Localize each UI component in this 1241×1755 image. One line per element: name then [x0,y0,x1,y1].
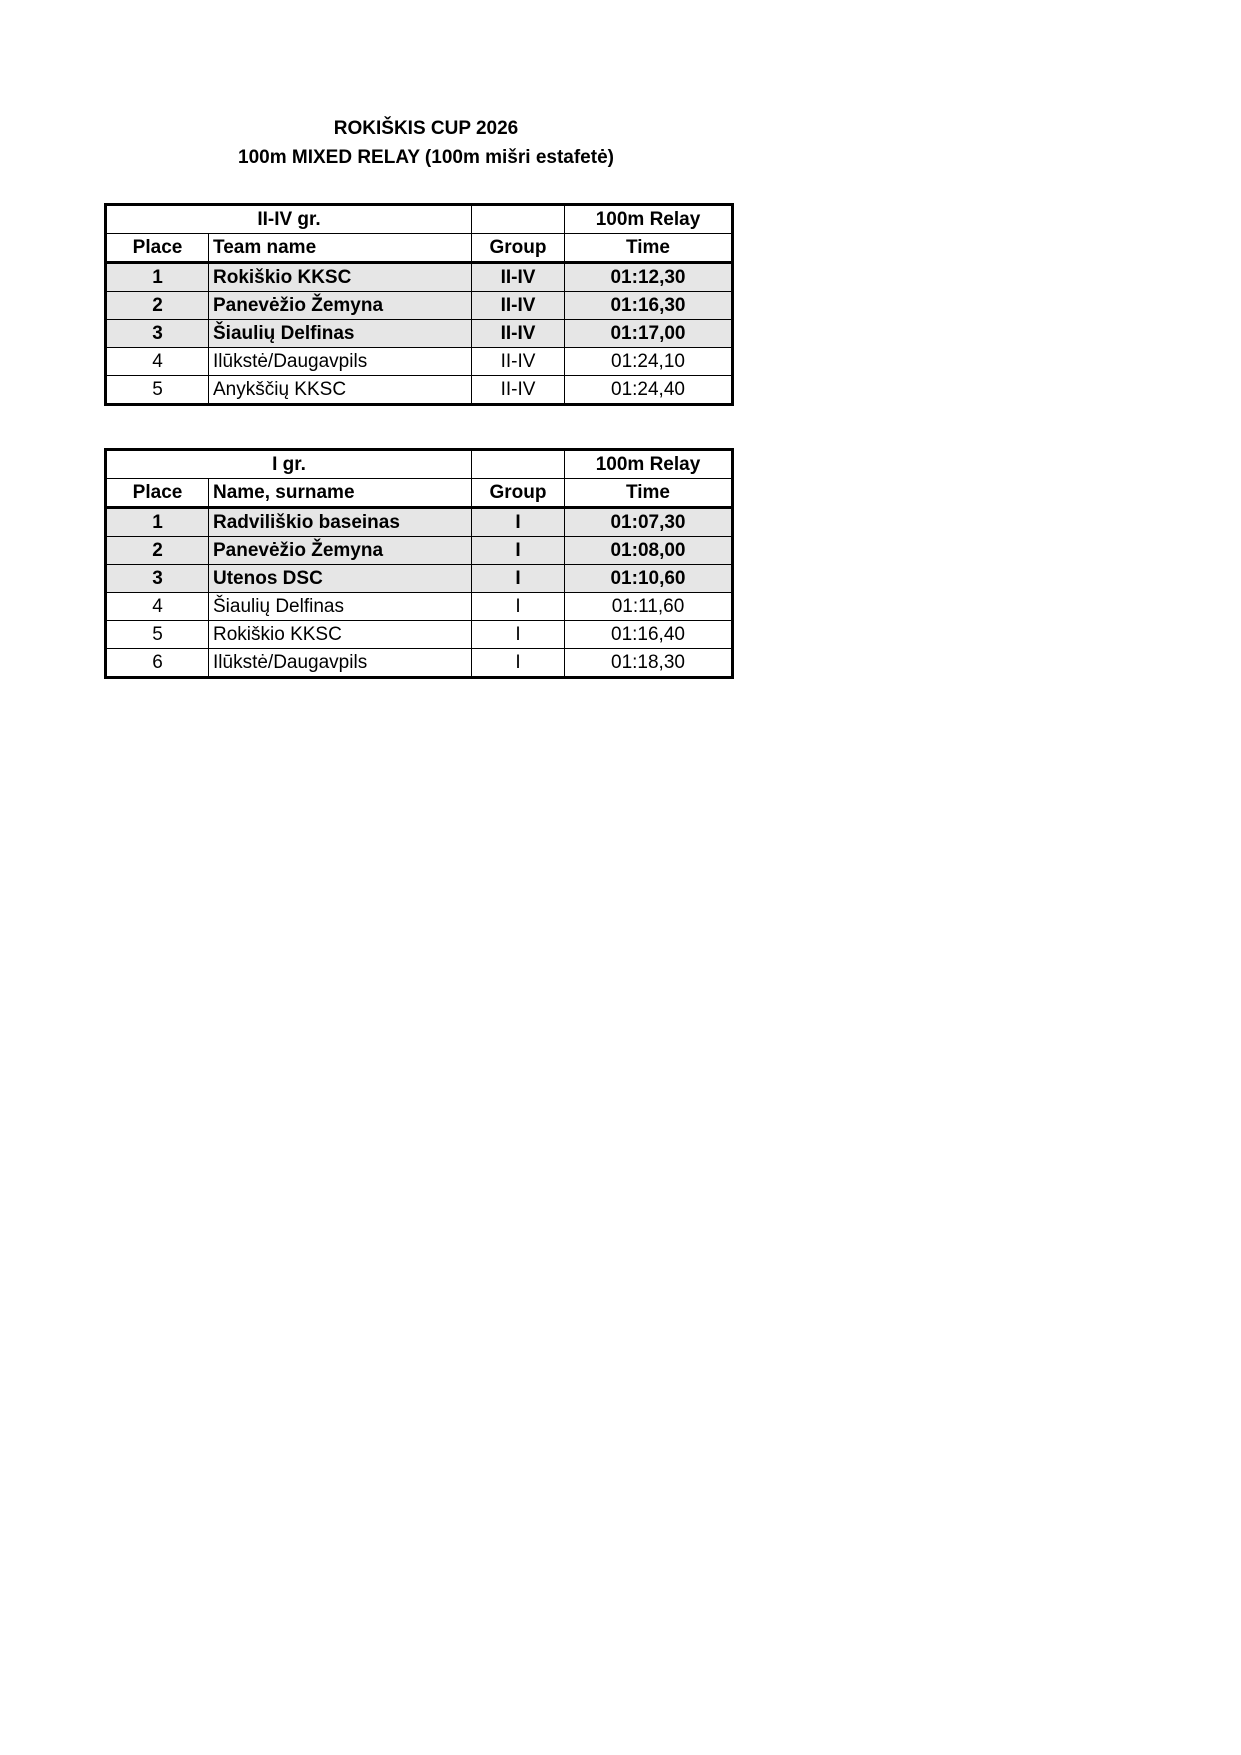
table-row [106,376,733,405]
results-table-group-i [104,448,734,679]
group-cell: II-IV [472,320,565,348]
place-cell: 4 [106,593,209,621]
team-name-cell: Ilūkstė/Daugavpils [209,348,472,376]
group-cell: I [472,537,565,565]
column-header-place: Place [106,479,209,508]
place-cell: 2 [106,537,209,565]
column-header-time: Time [565,479,733,508]
time-cell: 01:17,00 [565,320,733,348]
team-name-cell: Šiaulių Delfinas [209,320,472,348]
place-cell: 6 [106,649,209,678]
time-cell: 01:16,30 [565,292,733,320]
team-name-cell: Panevėžio Žemyna [209,537,472,565]
table-row [106,320,733,348]
group-blank-cell [472,205,565,234]
team-name-cell: Šiaulių Delfinas [209,593,472,621]
column-header-place: Place [106,234,209,263]
time-cell: 01:18,30 [565,649,733,678]
group-cell: I [472,621,565,649]
column-header-name: Name, surname [209,479,472,508]
table-row [106,263,733,292]
page-title: ROKIŠKIS CUP 2026 [333,118,519,139]
group-cell: II-IV [472,348,565,376]
table-row [106,348,733,376]
group-cell: I [472,649,565,678]
time-cell: 01:16,40 [565,621,733,649]
group-title: I gr. [106,450,472,479]
place-cell: 2 [106,292,209,320]
time-cell: 01:12,30 [565,263,733,292]
table-row [106,565,733,593]
time-cell: 01:10,60 [565,565,733,593]
time-cell: 01:08,00 [565,537,733,565]
table-row [106,508,733,537]
table-group-header-row [106,205,733,234]
column-header-row [106,234,733,263]
place-cell: 4 [106,348,209,376]
team-name-cell: Radviliškio baseinas [209,508,472,537]
team-name-cell: Ilūkstė/Daugavpils [209,649,472,678]
table-row [106,292,733,320]
group-title: II-IV gr. [106,205,472,234]
group-cell: I [472,508,565,537]
time-cell: 01:24,10 [565,348,733,376]
table-row [106,537,733,565]
column-header-group: Group [472,234,565,263]
event-title: 100m Relay [565,450,733,479]
group-cell: II-IV [472,376,565,405]
table-row [106,649,733,678]
column-header-group: Group [472,479,565,508]
time-cell: 01:24,40 [565,376,733,405]
group-cell: II-IV [472,263,565,292]
time-cell: 01:07,30 [565,508,733,537]
team-name-cell: Panevėžio Žemyna [209,292,472,320]
place-cell: 1 [106,508,209,537]
team-name-cell: Rokiškio KKSC [209,263,472,292]
column-header-name: Team name [209,234,472,263]
page-subtitle: 100m MIXED RELAY (100m mišri estafetė) [238,147,614,168]
time-cell: 01:11,60 [565,593,733,621]
table-row [106,621,733,649]
place-cell: 1 [106,263,209,292]
group-cell: I [472,593,565,621]
page-header [106,114,746,172]
team-name-cell: Rokiškio KKSC [209,621,472,649]
column-header-row [106,479,733,508]
group-blank-cell [472,450,565,479]
place-cell: 5 [106,621,209,649]
table-row [106,593,733,621]
event-title: 100m Relay [565,205,733,234]
team-name-cell: Anykščių KKSC [209,376,472,405]
place-cell: 5 [106,376,209,405]
place-cell: 3 [106,565,209,593]
team-name-cell: Utenos DSC [209,565,472,593]
group-cell: I [472,565,565,593]
table-group-header-row [106,450,733,479]
group-cell: II-IV [472,292,565,320]
results-table-group-ii-iv [104,203,734,406]
place-cell: 3 [106,320,209,348]
column-header-time: Time [565,234,733,263]
